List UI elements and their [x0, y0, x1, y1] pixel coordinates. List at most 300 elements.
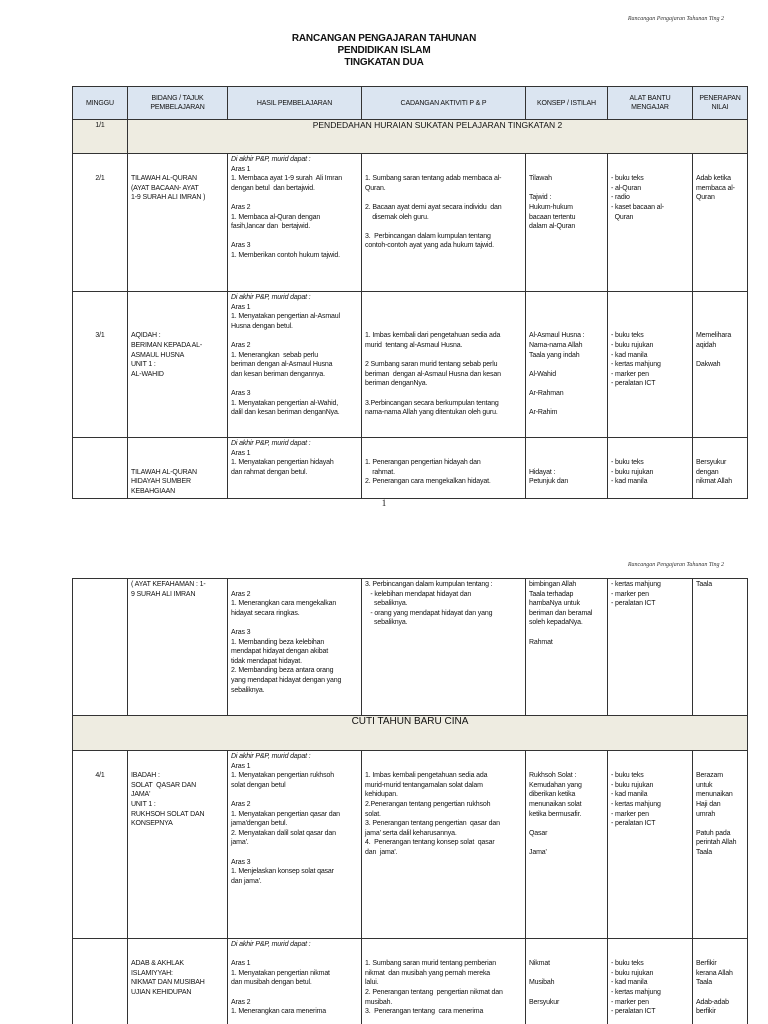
nilai-line [696, 950, 744, 960]
hasil-line: yang mendapat hidayat dengan yang [231, 676, 342, 684]
hasil-line [231, 193, 358, 203]
nilai-line: kerana Allah [696, 969, 733, 977]
column-header-line: NILAI [711, 104, 729, 111]
konsep-line: Taala terhadap [529, 590, 574, 598]
hasil-line: Aras 3 [231, 389, 251, 397]
alat-line [611, 449, 689, 459]
aktiviti-line [365, 193, 522, 203]
hasil-line [231, 988, 358, 998]
table-row [73, 438, 748, 499]
minggu-line [76, 439, 124, 449]
minggu-line: 3/1 [95, 332, 105, 340]
alat-line: - buku teks [611, 772, 644, 780]
hasil-line: dan jama'. [231, 877, 262, 885]
column-header-line: CADANGAN AKTIVITI P & P [400, 99, 487, 107]
alat-line [611, 155, 689, 165]
lesson-plan-table [72, 86, 748, 499]
konsep-line: Ar-Rahim [529, 409, 558, 417]
bidang-line: HIDAYAH SUMBER [131, 478, 191, 486]
hasil-line: 1. Menerangkan cara mengekalkan [231, 600, 337, 608]
alat-line: - kertas mahjung [611, 988, 661, 996]
bidang-line: UJIAN KEHIDUPAN [131, 988, 192, 996]
aktiviti-line [365, 752, 522, 762]
running-header: Rancangan Pengajaran Tahunan Ting 2 [627, 562, 724, 568]
alat-line: - kaset bacaan al- [611, 203, 664, 211]
konsep-line [529, 449, 604, 459]
alat-line: - marker pen [611, 810, 649, 818]
bidang-line: KONSEPNYA [131, 820, 173, 828]
minggu-line [76, 458, 124, 468]
bidang-line: UNIT 1 : [131, 361, 156, 369]
bidang-line [131, 940, 224, 950]
nilai-line: Taala [696, 581, 712, 588]
hasil-line [231, 848, 358, 858]
hasil-line [231, 331, 358, 341]
bidang-line: RUKHSOH SOLAT DAN [131, 810, 205, 818]
column-header [608, 87, 693, 120]
hasil-line: Husna dengan betul. [231, 322, 293, 330]
minggu-line [76, 165, 124, 175]
konsep-line: soleh kepadaNya. [529, 619, 583, 627]
bidang-line: (AYAT BACAAN- AYAT [131, 184, 199, 192]
konsep-line: Qasar [529, 829, 548, 837]
column-header [526, 87, 608, 120]
konsep-line: Jama' [529, 848, 547, 856]
alat-line: - peralatan ICT [611, 820, 656, 828]
nilai-line [696, 752, 744, 762]
konsep-line [529, 969, 604, 979]
hasil-cell [228, 438, 362, 499]
bidang-line [131, 322, 224, 332]
nilai-line: perintah Allah [696, 839, 737, 847]
alat-line [611, 940, 689, 950]
konsep-cell [526, 292, 608, 438]
aktiviti-line: 1. Imbas kembali pengetahuan sedia ada [365, 772, 488, 780]
hasil-line: 1. Menyatakan pengertian al-Asmaul [231, 313, 340, 321]
aktiviti-cell [362, 154, 526, 292]
nilai-line: Berazam [696, 772, 723, 780]
hasil-line: Aras 1 [231, 449, 251, 457]
nilai-cell [693, 292, 748, 438]
nilai-line [696, 988, 744, 998]
alat-cell [608, 292, 693, 438]
alat-line: Quran [611, 213, 634, 221]
bidang-line: IBADAH : [131, 772, 160, 780]
konsep-line: menunaikan solat [529, 800, 582, 808]
aktiviti-line [365, 165, 522, 175]
nilai-line [696, 439, 744, 449]
konsep-line: Bersyukur [529, 998, 560, 1006]
minggu-cell: 1/1 [73, 120, 128, 154]
hasil-line: Aras 1 [231, 960, 251, 968]
aktiviti-line: 3. Penerangan tentang pengertian qasar dan [365, 820, 500, 828]
konsep-line [529, 360, 604, 370]
alat-line: - buku rujukan [611, 781, 654, 789]
aktiviti-line [365, 322, 522, 332]
hasil-line: 1. Menerangkan sebab perlu [231, 351, 319, 359]
hasil-line: 1. Menyatakan pengertian al-Wahid, [231, 399, 339, 407]
table-body [73, 579, 748, 1024]
bidang-line [131, 439, 224, 449]
hasil-line: Aras 2 [231, 341, 251, 349]
aktiviti-line [365, 762, 522, 772]
aktiviti-line: - orang yang mendapat hidayat dan yang [365, 609, 493, 617]
nilai-line: aqidah [696, 341, 717, 349]
hasil-line: fasih,lancar dan bertajwid. [231, 223, 311, 231]
konsep-cell [526, 438, 608, 499]
hasil-line [231, 950, 358, 960]
aktiviti-line: beriman dengan al-Asmaul Husna dan kesan [365, 370, 501, 378]
alat-line: - buku rujukan [611, 341, 654, 349]
hasil-line: 1. Menyatakan pengertian qasar dan [231, 810, 340, 818]
hasil-line: 1. Membanding beza kelebihan [231, 638, 325, 646]
column-header-line: MINGGU [86, 99, 114, 107]
alat-line: - kad manila [611, 478, 648, 486]
bidang-line [131, 165, 224, 175]
table-body [73, 120, 748, 499]
konsep-line: Kemudahan yang [529, 781, 582, 789]
nilai-line [696, 322, 744, 332]
konsep-line: ketika bermusafir. [529, 810, 582, 818]
konsep-line [529, 940, 604, 950]
bidang-line: AQIDAH : [131, 332, 161, 340]
nilai-line: umrah [696, 810, 716, 818]
aktiviti-cell [362, 939, 526, 1024]
bidang-line: UNIT 1 : [131, 800, 156, 808]
konsep-line: Musibah [529, 979, 555, 987]
konsep-line: diberikan ketika [529, 791, 576, 799]
alat-line: - marker pen [611, 590, 649, 598]
nilai-cell [693, 579, 748, 716]
bidang-line [131, 950, 224, 960]
aktiviti-cell [362, 292, 526, 438]
konsep-line [529, 752, 604, 762]
konsep-line: bimbingan Allah [529, 581, 577, 588]
konsep-line: Petunjuk dan [529, 478, 569, 486]
page-gap [0, 530, 768, 560]
nilai-line: nikmat Allah [696, 478, 732, 486]
hasil-line: Aras 3 [231, 858, 251, 866]
alat-line: - buku teks [611, 960, 644, 968]
konsep-line [529, 303, 604, 313]
hasil-line: 1. Menerangkan cara menerima [231, 1008, 327, 1016]
konsep-line [529, 399, 604, 409]
bidang-line [131, 312, 224, 322]
aktiviti-line: murid tentang al-Asmaul Husna. [365, 341, 463, 349]
konsep-line [529, 155, 604, 165]
table-header-row [73, 87, 748, 120]
konsep-line: Rahmat [529, 638, 553, 646]
bidang-line [131, 449, 224, 459]
aktiviti-line [365, 222, 522, 232]
aktiviti-line: beriman denganNya. [365, 380, 428, 388]
bidang-line: KEBAHGIAAN [131, 487, 176, 495]
hasil-line: solat dengan betul [231, 781, 286, 789]
aktiviti-line: dan jama'. [365, 848, 398, 856]
aktiviti-line: 4. Penerangan tentang konsep solat qasar [365, 839, 495, 847]
aktiviti-line [365, 293, 522, 303]
alat-line: - kad manila [611, 351, 648, 359]
aktiviti-line: 2. Bacaan ayat demi ayat secara individu dan [365, 203, 502, 211]
nilai-line [696, 155, 744, 165]
alat-cell [608, 939, 693, 1024]
hasil-line: beriman dengan al-Asmaul Husna [231, 361, 333, 369]
hasil-line: Aras 2 [231, 590, 251, 598]
bidang-line: ADAB & AKHLAK [131, 960, 184, 968]
nilai-line: Adab-adab [696, 998, 729, 1006]
aktiviti-line: murid-murid tentangamalan solat dalam [365, 781, 483, 789]
konsep-line: Ar-Rahman [529, 389, 564, 397]
aktiviti-line: kehidupan. [365, 791, 398, 799]
bidang-cell [128, 939, 228, 1024]
aktiviti-line [365, 155, 522, 165]
hasil-line: dan musibah dengan betul. [231, 979, 312, 987]
hasil-line: 2. Membanding beza antara orang [231, 667, 334, 675]
nilai-line: Adab ketika [696, 175, 731, 183]
alat-cell [608, 438, 693, 499]
nilai-cell [693, 154, 748, 292]
alat-line: - buku teks [611, 175, 644, 183]
hasil-cell [228, 939, 362, 1024]
bidang-line: TILAWAH AL-QURAN [131, 175, 197, 183]
nilai-line: Taala [696, 979, 712, 987]
hasil-line: 1. Membaca al-Quran dengan [231, 213, 321, 221]
bidang-line: TILAWAH AL-QURAN [131, 468, 197, 476]
aktiviti-line: 1. Penerangan pengertian hidayah dan [365, 459, 481, 467]
bidang-cell [128, 579, 228, 716]
table-row [73, 579, 748, 716]
nilai-line [696, 940, 744, 950]
bidang-line: ASMAUL HUSNA [131, 351, 185, 359]
alat-line: - peralatan ICT [611, 600, 656, 608]
title-line: PENDIDIKAN ISLAM [337, 45, 431, 56]
hasil-line: dengan betul dan bertajwid. [231, 184, 315, 192]
nilai-line: Berfikir [696, 960, 717, 968]
nilai-line: dengan [696, 468, 719, 476]
aktiviti-line [365, 389, 522, 399]
konsep-line [529, 819, 604, 829]
section-band-title [128, 120, 748, 154]
konsep-line [529, 458, 604, 468]
aktiviti-line: solat. [365, 810, 381, 818]
aktiviti-line: rahmat. [365, 468, 395, 476]
running-header: Rancangan Pengajaran Tahunan Ting 2 [627, 16, 724, 22]
aktiviti-line: 3. Perbincangan dalam kumpulan tentang : [365, 581, 493, 588]
title-line: RANCANGAN PENGAJARAN TAHUNAN [291, 33, 477, 44]
konsep-line: Tajwid : [529, 194, 552, 202]
bidang-line: BERIMAN KEPADA AL- [131, 341, 203, 349]
alat-cell [608, 751, 693, 939]
aktiviti-line: 1. Sumbang saran tentang adab membaca al- [365, 175, 502, 183]
konsep-line [529, 988, 604, 998]
alat-line [611, 165, 689, 175]
konsep-line: beriman dan beramal [529, 609, 593, 617]
alat-line [611, 322, 689, 332]
hasil-line: Di akhir P&P, murid dapat : [231, 941, 311, 948]
lesson-plan-table-continued [72, 578, 748, 1024]
alat-line [611, 293, 689, 303]
aktiviti-line: 3.Perbincangan secara berkumpulan tentang [365, 399, 499, 407]
nilai-line: membaca al- [696, 184, 735, 192]
bidang-line: JAMA' [131, 791, 151, 799]
hasil-line: Di akhir P&P, murid dapat : [231, 294, 311, 301]
konsep-cell [526, 939, 608, 1024]
bidang-line: ( AYAT KEFAHAMAN : 1- [131, 581, 206, 588]
nilai-line [696, 293, 744, 303]
column-header-line: MENGAJAR [631, 104, 669, 111]
minggu-cell [73, 579, 128, 716]
alat-line: - kertas mahjung [611, 581, 661, 588]
minggu-cell [73, 751, 128, 939]
hasil-line: jama'dengan betul. [231, 820, 288, 828]
aktiviti-line: 3. Perbincangan dalam kumpulan tentang [365, 232, 491, 240]
nilai-line [696, 165, 744, 175]
table-row [73, 751, 748, 939]
konsep-line: bacaan tertentu [529, 213, 576, 221]
minggu-cell [73, 292, 128, 438]
column-header [128, 87, 228, 120]
hasil-line: hidayat secara ringkas. [231, 609, 300, 617]
nilai-line: untuk [696, 781, 713, 789]
document-title [0, 33, 768, 69]
aktiviti-line [365, 950, 522, 960]
konsep-line: Taala yang indah [529, 351, 580, 359]
bidang-cell [128, 154, 228, 292]
aktiviti-line [365, 439, 522, 449]
konsep-cell [526, 579, 608, 716]
hasil-line [231, 790, 358, 800]
band-title-text: CUTI TAHUN BARU CINA [351, 716, 469, 727]
column-header [73, 87, 128, 120]
alat-line [611, 950, 689, 960]
bidang-line: ISLAMIYYAH: [131, 969, 173, 977]
konsep-line: Rukhsoh Solat : [529, 772, 577, 780]
alat-line [611, 312, 689, 322]
konsep-line: Hidayat : [529, 468, 556, 476]
alat-line: - buku teks [611, 332, 644, 340]
konsep-line [529, 379, 604, 389]
aktiviti-line: - kelebihan mendapat hidayat dan [365, 590, 472, 598]
aktiviti-line [365, 351, 522, 361]
konsep-line [529, 838, 604, 848]
hasil-line: dan kesan beriman dengannya. [231, 370, 325, 378]
aktiviti-cell [362, 579, 526, 716]
column-header [362, 87, 526, 120]
minggu-cell [73, 939, 128, 1024]
bidang-line [131, 458, 224, 468]
minggu-line [76, 762, 124, 772]
aktiviti-line: musibah. [365, 998, 393, 1006]
aktiviti-line: contoh-contoh ayat yang ada hukum tajwid. [365, 242, 494, 250]
section-band-row [73, 716, 748, 751]
konsep-line: hambaNya untuk [529, 600, 580, 608]
alat-line: - kad manila [611, 791, 648, 799]
hasil-line: 1. Menyatakan pengertian nikmat [231, 969, 330, 977]
konsep-line: dalam al-Quran [529, 223, 576, 231]
konsep-line [529, 165, 604, 175]
aktiviti-line: sebaliknya. [365, 619, 408, 627]
hasil-line: 1. Memberikan contoh hukum tajwid. [231, 251, 340, 259]
hasil-line: Aras 2 [231, 998, 251, 1006]
bidang-line: 9 SURAH ALI IMRAN [131, 590, 196, 598]
aktiviti-line [365, 312, 522, 322]
page-number: 1 [381, 498, 387, 508]
alat-line: - kad manila [611, 979, 648, 987]
konsep-line: Hukum-hukum [529, 203, 573, 211]
minggu-line [76, 293, 124, 303]
hasil-line: 1. Menjelaskan konsep solat qasar [231, 868, 334, 876]
hasil-line: Aras 2 [231, 203, 251, 211]
hasil-line [231, 379, 358, 389]
nilai-line: Memelihara [696, 332, 732, 340]
hasil-line: tidak mendapat hidayat. [231, 657, 302, 665]
alat-line: - peralatan ICT [611, 1008, 656, 1016]
column-header-line: PEMBELAJARAN [150, 104, 205, 111]
hasil-cell [228, 292, 362, 438]
aktiviti-line: 2.Penerangan tentang pengertian rukhsoh [365, 800, 491, 808]
table-row [73, 154, 748, 292]
aktiviti-line [365, 940, 522, 950]
bidang-cell [128, 438, 228, 499]
hasil-line: Aras 1 [231, 165, 251, 173]
nilai-cell [693, 939, 748, 1024]
title-line: TINGKATAN DUA [344, 57, 424, 68]
alat-line: - buku rujukan [611, 969, 654, 977]
table-row [73, 292, 748, 438]
bidang-cell [128, 292, 228, 438]
alat-line: - kertas mahjung [611, 800, 661, 808]
alat-line [611, 752, 689, 762]
column-header-line: PENERAPAN [699, 95, 741, 102]
aktiviti-line: lalui. [365, 979, 379, 987]
section-band-row [73, 120, 748, 154]
hasil-cell [228, 751, 362, 939]
nilai-line: Bersyukur [696, 459, 727, 467]
bidang-line: SOLAT QASAR DAN [131, 781, 197, 789]
hasil-line: mendapat hidayat dengan akibat [231, 648, 329, 656]
nilai-line [696, 449, 744, 459]
hasil-line: Aras 3 [231, 628, 251, 636]
konsep-line [529, 322, 604, 332]
hasil-cell [228, 154, 362, 292]
nilai-line [696, 312, 744, 322]
alat-line: - buku rujukan [611, 468, 654, 476]
minggu-line [76, 155, 124, 165]
nilai-line: berfikir [696, 1008, 716, 1016]
konsep-line: Nikmat [529, 960, 550, 968]
hasil-line [231, 232, 358, 242]
aktiviti-line: Quran. [365, 184, 386, 192]
konsep-line [529, 439, 604, 449]
konsep-cell [526, 154, 608, 292]
bidang-line [131, 752, 224, 762]
column-header-line: HASIL PEMBELAJARAN [256, 99, 333, 107]
alat-cell [608, 579, 693, 716]
hasil-line: 1. Menyatakan pengertian rukhsoh [231, 772, 334, 780]
minggu-line [76, 312, 124, 322]
table-row [73, 939, 748, 1024]
konsep-cell [526, 751, 608, 939]
bidang-line: NIKMAT DAN MUSIBAH [131, 979, 205, 987]
minggu-line [76, 303, 124, 313]
konsep-line [529, 950, 604, 960]
hasil-line: dan rahmat dengan betul. [231, 468, 308, 476]
konsep-line [529, 762, 604, 772]
alat-line: - marker pen [611, 998, 649, 1006]
minggu-line [76, 449, 124, 459]
hasil-line: Di akhir P&P, murid dapat : [231, 753, 311, 760]
hasil-line: Di akhir P&P, murid dapat : [231, 156, 311, 163]
